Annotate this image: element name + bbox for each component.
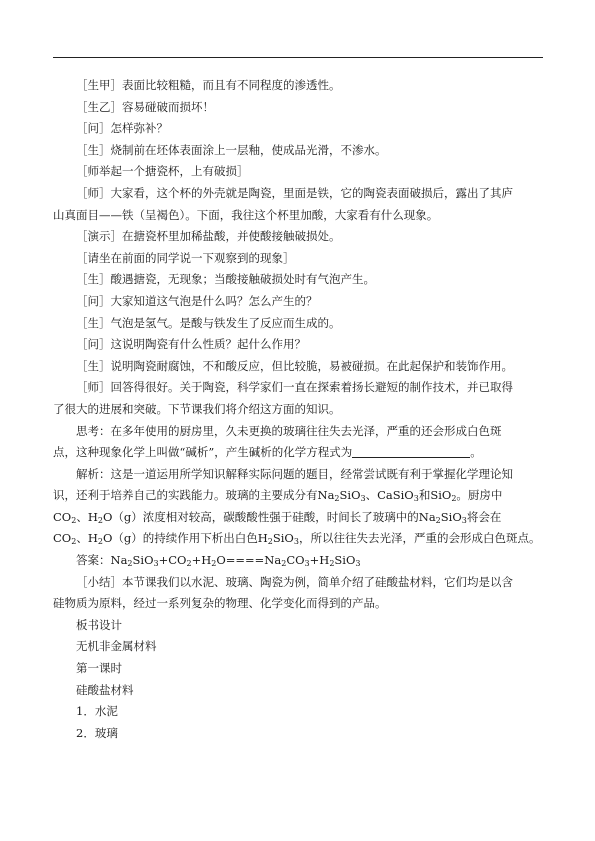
paragraph-line	[53, 485, 543, 507]
summary-paragraph	[53, 572, 543, 615]
text: 。厨房中	[456, 488, 503, 503]
formula: Na	[317, 488, 335, 503]
dialogue-line: ［生甲］表面比较粗糙，而且有不同程度的渗透性。	[76, 78, 341, 92]
dialogue-line: ［问］怎样弥补？	[76, 121, 168, 136]
paragraph-line: 思考：在多年使用的厨房里，久未更换的玻璃往往失去光泽，严重的还会形成白色斑	[76, 423, 502, 438]
board-item: 第一课时	[76, 661, 122, 676]
subscript: 2	[451, 494, 457, 504]
subscript: 3	[461, 515, 467, 525]
paragraph-line	[53, 507, 543, 529]
text: ，所以往往失去光泽，严重的会形成白色斑点。	[298, 531, 541, 546]
question-end: 。	[470, 445, 482, 460]
subscript: 2	[281, 559, 287, 569]
subscript: 2	[97, 537, 103, 547]
subscript: 2	[334, 494, 340, 504]
subscript: 2	[97, 515, 103, 525]
equation-part: SiO	[132, 553, 154, 568]
paragraph-line: ［师］回答得很好。关于陶瓷，科学家们一直在探索着扬长避短的制作技术，并已取得	[76, 380, 513, 395]
dialogue-line: ［问］这说明陶瓷有什么性质？起什么作用？	[76, 337, 306, 352]
text: O（g）的持续作用下析出白色	[102, 531, 258, 546]
board-item: 硅酸盐材料	[76, 682, 134, 697]
formula: 、H	[76, 509, 98, 524]
equation-part: +H	[191, 553, 212, 568]
teacher-explain-paragraph	[53, 183, 543, 226]
equation-part: SiO	[334, 553, 356, 568]
dialogue-line: ［生乙］容易碰破而损坏！	[76, 99, 214, 114]
formula: CO	[53, 531, 72, 546]
header-rule	[53, 57, 543, 58]
formula: CO	[53, 509, 72, 524]
formula: H	[257, 531, 268, 546]
subscript: 2	[127, 559, 133, 569]
answer-blank	[352, 445, 470, 458]
text: 、	[365, 488, 378, 503]
text: 和	[418, 488, 431, 503]
answer-label: 答案：	[76, 553, 111, 568]
think-question	[53, 421, 543, 464]
subscript: 2	[267, 537, 273, 547]
subscript: 3	[360, 494, 366, 504]
equation-part: +CO	[158, 553, 187, 568]
subscript: 2	[186, 559, 192, 569]
board-design-title: 板书设计	[76, 617, 122, 632]
subscript: 2	[71, 537, 77, 547]
subscript: 2	[329, 559, 335, 569]
subscript: 3	[413, 494, 419, 504]
paragraph-line	[53, 528, 543, 550]
dialogue-line: ［问］大家知道这气泡是什么吗？怎么产生的？	[76, 293, 318, 308]
dialogue-line: ［生］说明陶瓷耐腐蚀，不和酸反应，但比较脆，易被碰损。在此起保护和装饰作用。	[76, 358, 513, 373]
paragraph-line: 山真面目——铁（呈褐色）。下面，我往这个杯里加酸，大家看有什么现象。	[53, 207, 439, 222]
teacher-summary-paragraph	[53, 377, 543, 420]
subscript: 2	[211, 559, 217, 569]
dialogue-line: ［请坐在前面的同学说一下观察到的现象］	[76, 250, 295, 265]
formula: CaSiO	[377, 488, 414, 503]
formula: Na	[418, 509, 436, 524]
analysis-paragraph	[53, 464, 543, 550]
board-item: 1．水泥	[76, 704, 118, 719]
dialogue-line: ［师举起一个搪瓷杯，上有破损］	[76, 164, 249, 179]
board-item: 无机非金属材料	[76, 639, 157, 654]
question-text: 点，这种现象化学上叫做“碱析”，产生碱析的化学方程式为	[53, 445, 353, 460]
text: O（g）浓度相对较高，碳酸酸性强于硅酸，时间长了玻璃中的	[102, 509, 419, 524]
text: 识，还利于培养自己的实践能力。玻璃的主要成分有	[53, 488, 318, 503]
equation-part: CO	[286, 553, 305, 568]
equation-part: O====Na	[216, 553, 282, 568]
paragraph-line: 解析：这是一道运用所学知识解释实际问题的题目，经常尝试既有利于掌握化学理论知	[76, 466, 513, 481]
paragraph-line: 硅物质为原料，经过一系列复杂的物理、化学变化而得到的产品。	[53, 596, 387, 611]
subscript: 2	[435, 515, 441, 525]
subscript: 3	[153, 559, 159, 569]
dialogue-line: ［生］酸遇搪瓷，无现象；当酸接触破损处时有气泡产生。	[76, 272, 375, 287]
formula: 、H	[76, 531, 98, 546]
paragraph-line: ［小结］本节课我们以水泥、玻璃、陶瓷为例，简单介绍了硅酸盐材料，它们均是以含	[76, 574, 513, 589]
formula: SiO	[339, 488, 361, 503]
equation-part: Na	[110, 553, 128, 568]
formula: SiO	[430, 488, 452, 503]
dialogue-line: ［生］气泡是氢气。是酸与铁发生了反应而生成的。	[76, 315, 341, 330]
subscript: 2	[71, 515, 77, 525]
board-item: 2．玻璃	[76, 725, 118, 740]
paragraph-line	[53, 442, 543, 464]
subscript: 3	[293, 537, 299, 547]
dialogue-line: ［生］烧制前在坯体表面涂上一层釉，使成品光滑，不渗水。	[76, 142, 387, 157]
formula: SiO	[440, 509, 462, 524]
document-body	[53, 75, 543, 744]
formula: SiO	[272, 531, 294, 546]
paragraph-line: ［师］大家看，这个杯的外壳就是陶瓷，里面是铁，它的陶瓷表面破损后，露出了其庐	[76, 185, 513, 200]
dialogue-line: ［演示］在搪瓷杯里加稀盐酸，并使酸接触破损处。	[76, 229, 341, 244]
equation-part: +H	[309, 553, 330, 568]
subscript: 3	[355, 559, 361, 569]
paragraph-line: 了很大的进展和突破。下节课我们将介绍这方面的知识。	[53, 401, 341, 416]
subscript: 3	[304, 559, 310, 569]
answer-line	[53, 550, 543, 572]
text: 将会在	[466, 509, 502, 524]
